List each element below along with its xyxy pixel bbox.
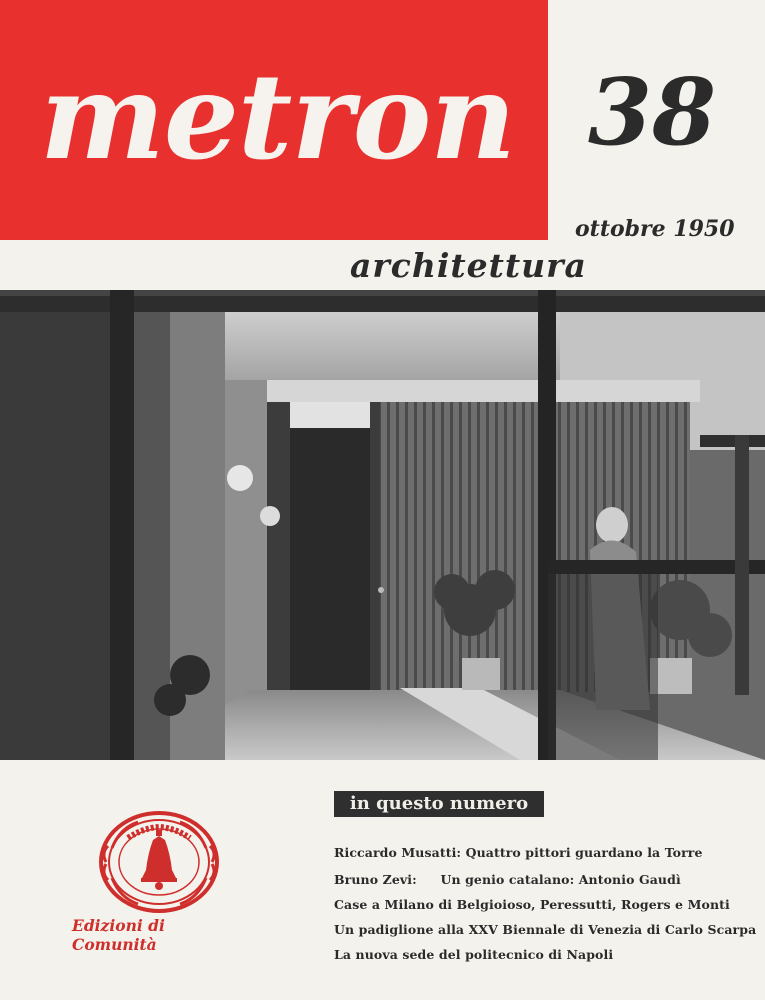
contents-item: [334, 845, 754, 860]
building-entrance-photo: [0, 290, 765, 760]
contents-item: [334, 947, 754, 962]
contents-title: Un padiglione alla XXV Biennale di Venezia di Carlo Scarpa: [334, 922, 757, 937]
contents-item: [334, 897, 754, 912]
contents-item: [334, 922, 757, 937]
contents-author: Bruno Zevi:: [334, 872, 417, 887]
contents-title: Un genio catalano: Antonio Gaudì: [440, 872, 681, 887]
cover-photo: [0, 290, 765, 760]
contents-author: Riccardo Musatti:: [334, 845, 462, 860]
issue-date: ottobre 1950: [575, 216, 735, 242]
publisher-name: Edizioni di Comunità: [72, 916, 165, 954]
contents-heading: in questo numero: [334, 791, 544, 817]
contents-title: La nuova sede del politecnico di Napoli: [334, 947, 614, 962]
contents-item: [334, 872, 754, 887]
contents-title: Case a Milano di Belgioioso, Peressutti, Rogers e Monti: [334, 897, 730, 912]
magazine-title: metron: [40, 47, 516, 186]
issue-number: 38: [588, 58, 717, 166]
contents-title: Quattro pittori guardano la Torre: [465, 845, 703, 860]
bell-seal-icon: [98, 808, 220, 916]
magazine-subtitle: architettura: [350, 246, 587, 285]
